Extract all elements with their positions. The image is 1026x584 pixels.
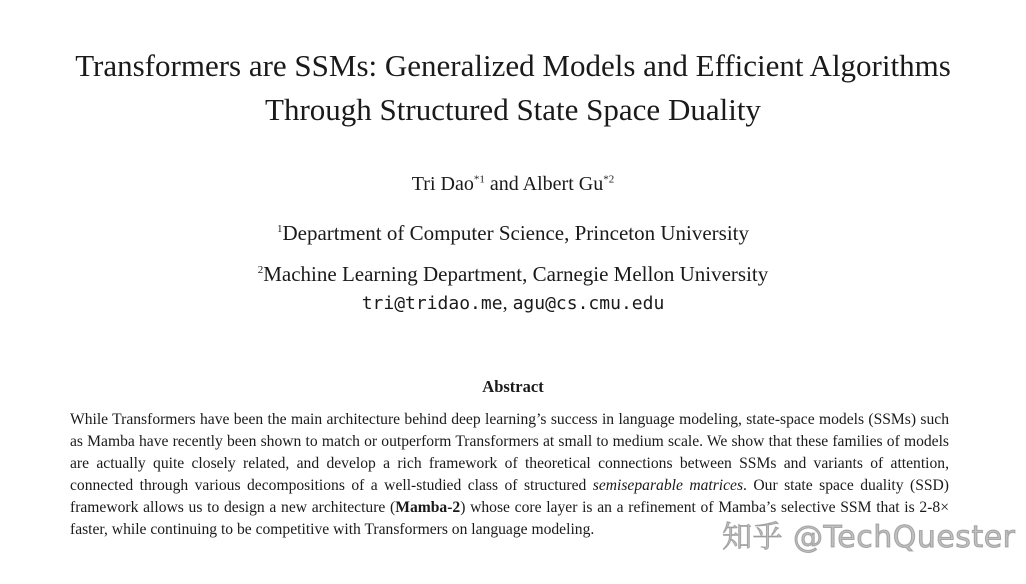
affiliation-2-text: Machine Learning Department, Carnegie Mellon University: [263, 262, 769, 286]
abstract-bold-term: Mamba-2: [395, 499, 461, 516]
affiliation-2: [0, 260, 1026, 288]
title-line-1: Transformers are SSMs: Generalized Models and Efficient Algorithms: [75, 48, 951, 83]
email-separator: ,: [502, 292, 508, 314]
author-footnote-1: *1: [473, 173, 485, 186]
author-name-2: Albert Gu: [522, 173, 604, 195]
author-list: [0, 170, 1026, 198]
paper-title: [0, 44, 1026, 132]
abstract-italic-term: semiseparable matrices: [592, 477, 744, 494]
abstract-part-3: ) whose core layer is an a refinement of Mamba’s selective SSM that is 2-8× faster, while continuing to be competitive with Transformers on language modeling.: [70, 499, 949, 538]
watermark: 知乎 @TechQuester: [722, 520, 1016, 555]
affiliation-1-marker: 1: [276, 223, 283, 235]
author-name-1: Tri Dao: [411, 173, 474, 195]
email-1[interactable]: tri@tridao.me: [361, 293, 503, 314]
author-emails: [0, 290, 1026, 317]
abstract-part-1: While Transformers have been the main architecture behind deep learning’s success in language modeling, state-space models (SSMs) such as Mamba have recently been shown to match or outperform Transformers at small to medium scale. We show that these families of models are actually quite closely related, and develop a rich framework of theoretical connections between SSMs and variants of attention, connected through various decompositions of a well-studied class of structured: [70, 411, 949, 494]
title-line-2: Through Structured State Space Duality: [265, 92, 761, 127]
author-conjunction: and: [489, 173, 519, 195]
affiliation-2-marker: 2: [257, 264, 264, 276]
affiliation-1: [0, 219, 1026, 247]
affiliation-1-text: Department of Computer Science, Princeton University: [282, 221, 750, 245]
abstract-part-2: . Our state space duality (SSD) framework allows us to design a new architecture (: [70, 477, 949, 516]
author-footnote-2: *2: [603, 173, 615, 186]
email-2[interactable]: agu@cs.cmu.edu: [512, 293, 665, 314]
abstract-heading: Abstract: [482, 377, 544, 396]
